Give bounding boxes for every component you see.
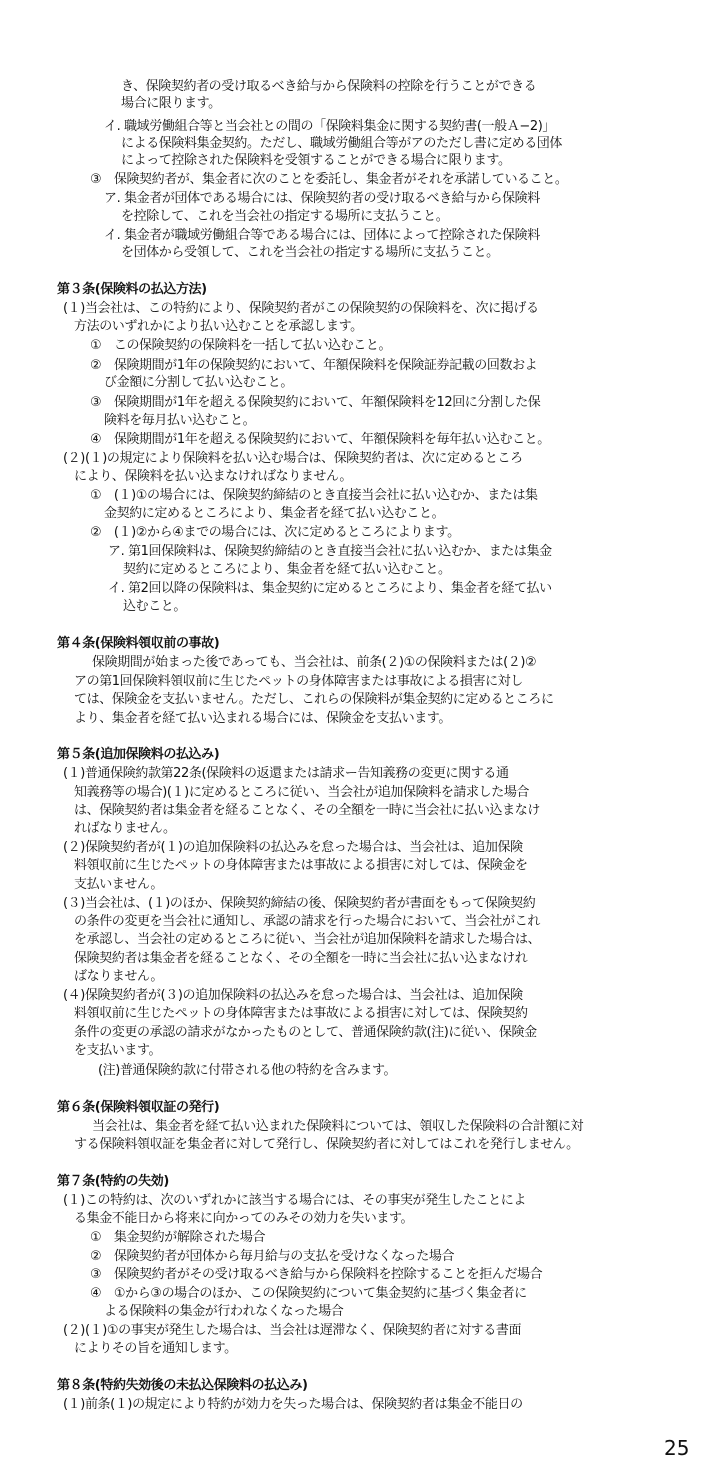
text-line: イ. 職域労働組合等と当会社との間の「保険料集金に関する契約書(一般Ａ−2)」	[104, 119, 555, 134]
text-line: ② 保険契約者が団体から毎月給与の支払を受けなくなった場合	[90, 1249, 455, 1264]
text-line: を支払います。	[74, 1043, 162, 1058]
text-line: アの第1回保険料領収前に生じたペットの身体障害または事故による損害に対し	[74, 674, 523, 689]
text-line: 条件の変更の承認の請求がなかったものとして、普通保険約款(注)に従い、保険金	[74, 1025, 537, 1040]
text-line: ④ 保険期間が1年を超える保険契約において、年額保険料を毎年払い込むこと。	[90, 432, 550, 447]
text-line: する保険料領収証を集金者に対して発行し、保険契約者に対してはこれを発行しません。	[74, 1137, 579, 1152]
text-line: ① 集金契約が解除された場合	[90, 1230, 266, 1245]
text-line: によって控除された保険料を受領することができる場合に限ります。	[121, 153, 511, 168]
text-line: 当会社は、集金者を経て払い込まれた保険料については、領収した保険料の合計額に対	[92, 1119, 584, 1134]
text-line: 料領収前に生じたペットの身体障害または事故による損害に対しては、保険金を	[74, 858, 528, 873]
text-line: 料領収前に生じたペットの身体障害または事故による損害に対しては、保険契約	[74, 1006, 528, 1021]
text-line: 込むこと。	[123, 599, 187, 614]
text-line: 知義務等の場合)(１)に定めるところに従い、当会社が追加保険料を請求した場合	[74, 785, 530, 800]
text-line: を控除して、これを当会社の指定する場所に支払うこと。	[121, 209, 449, 224]
article-8-heading: 第８条(特約失効後の未払込保険料の払込み)	[57, 1378, 308, 1393]
text-line: 金契約に定めるところにより、集金者を経て払い込むこと。	[104, 506, 445, 521]
text-line: によりその旨を通知します。	[74, 1341, 237, 1356]
text-line: イ. 集金者が職域労働組合等である場合には、団体によって控除された保険料	[104, 228, 540, 243]
text-line: ③ 保険契約者が、集金者に次のことを委託し、集金者がそれを承諾していること。	[90, 172, 568, 187]
text-line: ④ ①から③の場合のほか、この保険契約について集金契約に基づく集金者に	[90, 1286, 527, 1301]
text-line: る集金不能日から将来に向かってのみその効力を失います。	[74, 1211, 414, 1226]
text-line: 契約に定めるところにより、集金者を経て払い込むこと。	[123, 562, 451, 577]
text-line: ② 保険期間が1年の保険契約において、年額保険料を保険証券記載の回数およ	[90, 358, 538, 373]
text-line: による保険料集金契約。ただし、職域労働組合等がアのただし書に定める団体	[121, 136, 563, 151]
text-line: (３)当会社は、(１)のほか、保険契約締結の後、保険契約者が書面をもって保険契約	[63, 896, 536, 911]
text-line: ① (１)①の場合には、保険契約締結のとき直接当会社に払い込むか、または集	[90, 488, 538, 503]
text-line: より、集金者を経て払い込まれる場合には、保険金を支払います。	[74, 711, 451, 726]
text-line: ればなりません。	[74, 821, 176, 836]
text-line: 方法のいずれかにより払い込むことを承認します。	[74, 319, 363, 334]
text-line: き、保険契約者の受け取るべき給与から保険料の控除を行うことができる	[121, 79, 537, 94]
text-line: の条件の変更を当会社に通知し、承認の請求を行った場合において、当会社がこれ	[74, 914, 540, 929]
text-line: ては、保険金を支払いません。ただし、これらの保険料が集金契約に定めるところに	[74, 692, 554, 707]
text-line: (２)保険契約者が(１)の追加保険料の払込みを怠った場合は、当会社は、追加保険	[63, 840, 523, 855]
article-7-heading: 第７条(特約の失効)	[57, 1174, 169, 1189]
text-line: び金額に分割して払い込むこと。	[104, 375, 294, 390]
text-line: ② (１)②から④までの場合には、次に定めるところによります。	[90, 525, 460, 540]
text-line: により、保険料を払い込まなければなりません。	[74, 469, 352, 484]
text-line: (１)当会社は、この特約により、保険契約者がこの保険契約の保険料を、次に掲げる	[63, 301, 539, 316]
text-line: (１)この特約は、次のいずれかに該当する場合には、その事実が発生したことによ	[63, 1193, 526, 1208]
text-line: ばなりません。	[74, 969, 163, 984]
article-3-heading: 第３条(保険料の払込方法)	[57, 282, 207, 297]
text-line: は、保険契約者は集金者を経ることなく、その全額を一時に当会社に払い込まなけ	[74, 803, 540, 818]
text-line: ア. 集金者が団体である場合には、保険契約者の受け取るべき給与から保険料	[104, 191, 540, 206]
text-line: ア. 第1回保険料は、保険契約締結のとき直接当会社に払い込むか、または集金	[108, 544, 552, 559]
text-line: 場合に限ります。	[121, 96, 221, 111]
text-line: を承認し、当会社の定めるところに従い、当会社が追加保険料を請求した場合は、	[74, 932, 541, 947]
text-line: イ. 第2回以降の保険料は、集金契約に定めるところにより、集金者を経て払い	[108, 581, 552, 596]
text-line: (４)保険契約者が(３)の追加保険料の払込みを怠った場合は、当会社は、追加保険	[63, 988, 523, 1003]
text-line: (１)普通保険約款第22条(保険料の返還または請求ー告知義務の変更に関する通	[63, 766, 509, 781]
footnote: (注)普通保険約款に付帯される他の特約を含みます。	[98, 1063, 397, 1078]
text-line: ① この保険契約の保険料を一括して払い込むこと。	[90, 338, 392, 353]
text-line: (２)(１)①の事実が発生した場合は、当会社は遅滞なく、保険契約者に対する書面	[63, 1323, 522, 1338]
text-line: ③ 保険契約者がその受け取るべき給与から保険料を控除することを拒んだ場合	[90, 1267, 543, 1282]
text-line: を団体から受領して、これを当会社の指定する場所に支払うこと。	[121, 245, 499, 260]
page-number: 25	[664, 1436, 690, 1460]
text-line: 支払いません。	[74, 877, 163, 892]
text-line: よる保険料の集金が行われなくなった場合	[104, 1304, 344, 1319]
article-4-heading: 第４条(保険料領収前の事故)	[57, 636, 220, 651]
text-line: 険料を毎月払い込むこと。	[104, 413, 256, 428]
text-line: (２)(１)の規定により保険料を払い込む場合は、保険契約者は、次に定めるところ	[63, 451, 523, 466]
text-line: 保険期間が始まった後であっても、当会社は、前条(２)①の保険料または(２)②	[92, 655, 537, 670]
article-5-heading: 第５条(追加保険料の払込み)	[57, 747, 220, 762]
text-line: ③ 保険期間が1年を超える保険契約において、年額保険料を12回に分割した保	[90, 395, 541, 410]
text-line: 保険契約者は集金者を経ることなく、その全額を一時に当会社に払い込まなけれ	[74, 951, 528, 966]
article-6-heading: 第６条(保険料領収証の発行)	[57, 1100, 220, 1115]
text-line: (１)前条(１)の規定により特約が効力を失った場合は、保険契約者は集金不能日の	[63, 1397, 523, 1412]
